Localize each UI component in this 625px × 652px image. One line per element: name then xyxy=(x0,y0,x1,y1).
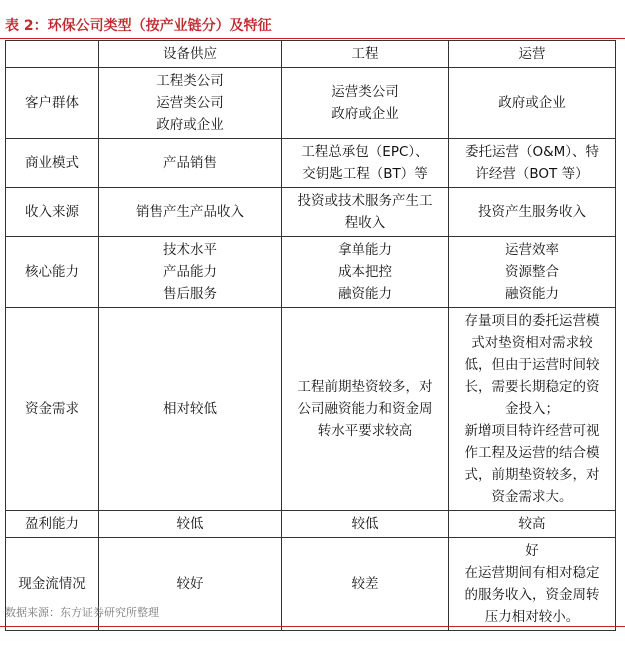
cell-line: 资源整合 xyxy=(505,264,559,280)
cell-engineering xyxy=(282,538,449,631)
cell-engineering xyxy=(282,308,449,511)
cell-operation xyxy=(449,538,616,631)
title-divider xyxy=(0,38,625,39)
cell-line: 较低 xyxy=(351,516,379,532)
row-label: 核心能力 xyxy=(6,237,99,308)
cell-line: 较高 xyxy=(518,516,546,532)
cell-line: 委托运营（O&M）、特 xyxy=(464,144,600,160)
cell-line: 相对较低 xyxy=(163,401,217,417)
cell-engineering xyxy=(282,511,449,538)
cell-line: 压力相对较小。 xyxy=(484,609,580,625)
cell-equipment-supply xyxy=(99,139,282,188)
cell-line: 式，前期垫资较多，对 xyxy=(464,467,600,483)
table-row-profitability xyxy=(6,511,616,538)
cell-line: 成本把控 xyxy=(338,264,392,280)
cell-line: 在运营期间有相对稳定 xyxy=(464,565,600,581)
header-row xyxy=(6,41,616,68)
table-row-customer-group xyxy=(6,68,616,139)
cell-line: 低，但由于运营时间较 xyxy=(464,357,600,373)
cell-line: 投资产生服务收入 xyxy=(478,204,586,220)
cell-operation xyxy=(449,188,616,237)
cell-line: 资金需求大。 xyxy=(491,489,573,505)
cell-line: 运营类公司 xyxy=(156,95,224,111)
header-operation: 运营 xyxy=(449,41,616,68)
table-row-revenue-source xyxy=(6,188,616,237)
cell-line: 政府或企业 xyxy=(498,95,566,111)
cell-operation xyxy=(449,237,616,308)
cell-line: 许经营（BOT 等） xyxy=(475,166,589,182)
cell-line: 较差 xyxy=(351,576,379,592)
cell-line: 融资能力 xyxy=(338,286,392,302)
cell-line: 运营效率 xyxy=(505,242,559,258)
cell-line: 存量项目的委托运营模 xyxy=(464,313,600,329)
cell-line: 工程前期垫资较多，对 xyxy=(297,379,433,395)
cell-line: 销售产生产品收入 xyxy=(136,204,244,220)
footer-divider xyxy=(0,626,625,627)
cell-equipment-supply xyxy=(99,188,282,237)
cell-line: 工程类公司 xyxy=(156,73,224,89)
cell-line: 拿单能力 xyxy=(338,242,392,258)
cell-line: 产品能力 xyxy=(163,264,217,280)
header-engineering: 工程 xyxy=(282,41,449,68)
cell-engineering xyxy=(282,68,449,139)
cell-operation xyxy=(449,511,616,538)
cell-engineering xyxy=(282,237,449,308)
cell-line: 较好 xyxy=(176,576,204,592)
cell-engineering xyxy=(282,188,449,237)
cell-line: 技术水平 xyxy=(163,242,217,258)
cell-line: 转水平要求较高 xyxy=(317,423,413,439)
cell-line: 长，需要长期稳定的资 xyxy=(464,379,600,395)
cell-line: 新增项目特许经营可视 xyxy=(464,423,600,439)
cell-operation xyxy=(449,308,616,511)
cell-equipment-supply xyxy=(99,511,282,538)
row-label: 现金流情况 xyxy=(6,538,99,631)
header-corner xyxy=(6,41,99,68)
cell-line: 较低 xyxy=(176,516,204,532)
table-row-business-model xyxy=(6,139,616,188)
cell-line: 交钥匙工程（BT）等 xyxy=(302,166,428,182)
row-label: 资金需求 xyxy=(6,308,99,511)
cell-line: 金投入； xyxy=(505,401,559,417)
cell-line: 作工程及运营的结合模 xyxy=(464,445,600,461)
row-label: 收入来源 xyxy=(6,188,99,237)
cell-line: 融资能力 xyxy=(505,286,559,302)
table-body xyxy=(6,68,616,631)
row-label: 商业模式 xyxy=(6,139,99,188)
cell-line: 式对垫资相对需求较 xyxy=(471,335,593,351)
cell-engineering xyxy=(282,139,449,188)
cell-equipment-supply xyxy=(99,308,282,511)
row-label: 盈利能力 xyxy=(6,511,99,538)
row-label: 客户群体 xyxy=(6,68,99,139)
cell-line: 工程总承包（EPC）、 xyxy=(301,144,429,160)
header-equipment-supply: 设备供应 xyxy=(99,41,282,68)
cell-line: 好 xyxy=(525,543,539,559)
cell-line: 运营类公司 xyxy=(331,84,399,100)
cell-line: 政府或企业 xyxy=(331,106,399,122)
features-table xyxy=(5,40,616,631)
cell-line: 公司融资能力和资金周 xyxy=(297,401,433,417)
table-row-core-capability xyxy=(6,237,616,308)
cell-operation xyxy=(449,68,616,139)
data-source-note: 数据来源：东方证券研究所整理 xyxy=(5,606,159,619)
table-title: 表 2：环保公司类型（按产业链分）及特征 xyxy=(5,18,272,34)
cell-line: 售后服务 xyxy=(163,286,217,302)
cell-line: 产品销售 xyxy=(163,155,217,171)
cell-line: 投资或技术服务产生工 xyxy=(297,193,433,209)
cell-equipment-supply xyxy=(99,68,282,139)
table-row-funding-need xyxy=(6,308,616,511)
cell-line: 的服务收入，资金周转 xyxy=(464,587,600,603)
cell-line: 政府或企业 xyxy=(156,117,224,133)
cell-equipment-supply xyxy=(99,237,282,308)
cell-line: 程收入 xyxy=(344,215,386,231)
cell-operation xyxy=(449,139,616,188)
